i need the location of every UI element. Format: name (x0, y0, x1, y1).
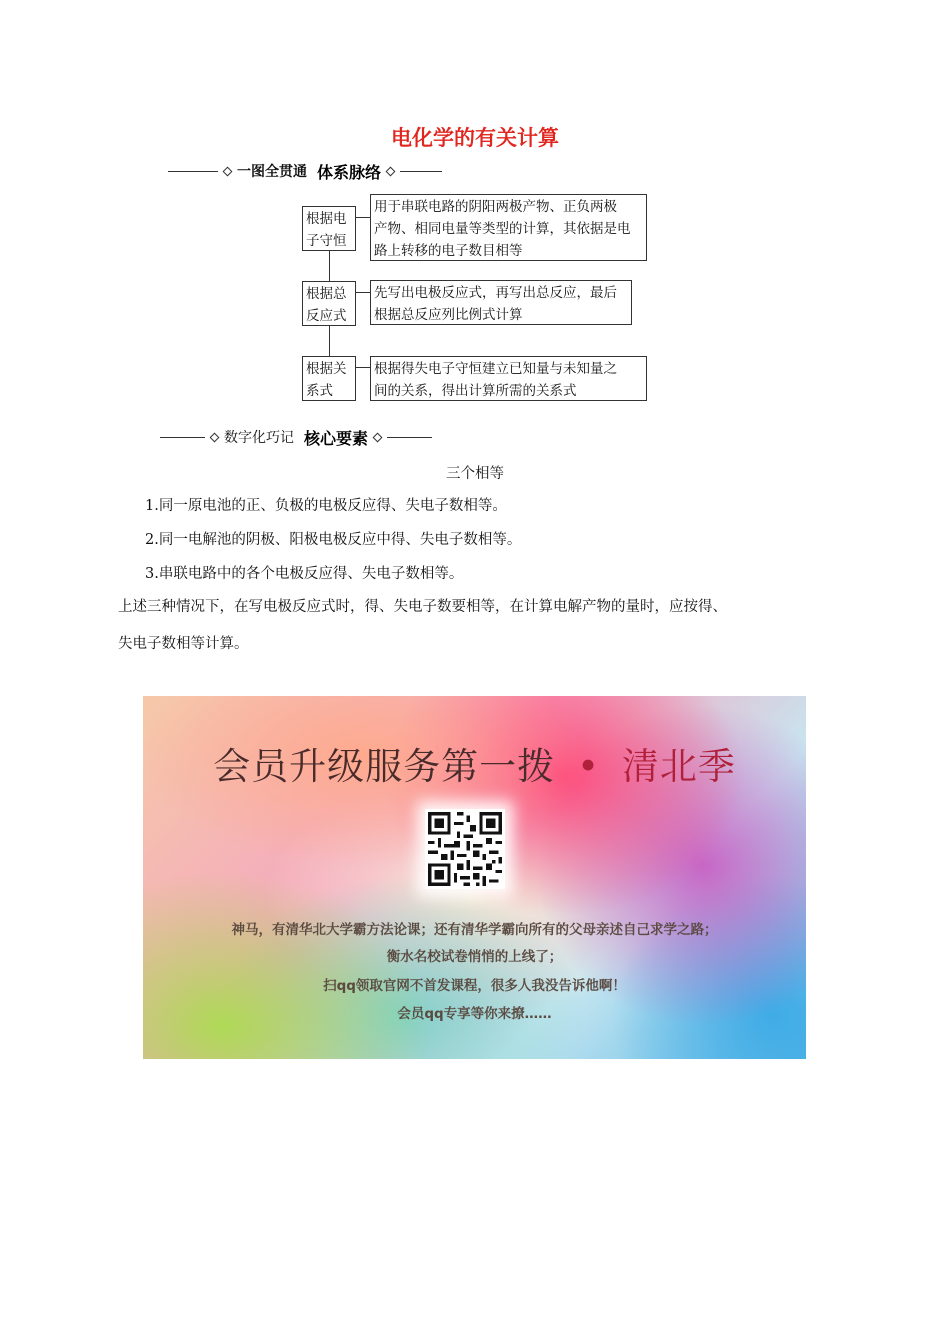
connector-line (356, 292, 370, 293)
section-emphasis: 体系脉络 (317, 162, 382, 182)
qr-code[interactable] (425, 809, 505, 889)
node-head-2 (302, 281, 356, 326)
paragraph: 上述三种情况下，在写电极反应式时，得、失电子数要相等，在计算电解产物的量时，应按得、 (118, 599, 727, 615)
node-desc-text: 根据总反应列比例式计算 (374, 307, 523, 323)
paragraph: 1.同一原电池的正、负极的电极反应得、失电子数相等。 (145, 498, 507, 514)
section-label: 数字化巧记 (224, 430, 294, 446)
node-head-1 (302, 206, 356, 251)
paragraph: 2.同一电解池的阴极、阳极电极反应中得、失电子数相等。 (145, 532, 522, 548)
node-desc-text: 路上转移的电子数目相等 (374, 243, 523, 259)
node-head-text: 根据关 (306, 361, 347, 377)
divider (160, 437, 205, 438)
diamond-icon (373, 432, 383, 442)
node-desc-2 (370, 280, 632, 325)
section-label: 一图全贯通 (237, 164, 307, 180)
node-desc-1 (370, 194, 647, 261)
promo-banner[interactable] (143, 696, 806, 1059)
node-desc-text: 根据得失电子守恒建立已知量与未知量之 (374, 361, 617, 377)
document-title: 电化学的有关计算 (391, 126, 559, 150)
banner-line: 神马，有清华北大学霸方法论课；还有清华学霸向所有的父母亲述自己求学之路； (231, 922, 718, 938)
diamond-icon (223, 166, 233, 176)
divider (387, 437, 432, 438)
banner-brand: 清北季 (621, 745, 736, 788)
section-header-keypoints (160, 426, 432, 448)
paragraph: 失电子数相等计算。 (118, 636, 249, 652)
diamond-icon (210, 432, 220, 442)
section-header-overview (168, 160, 442, 182)
diamond-icon (386, 166, 396, 176)
node-desc-3 (370, 356, 647, 401)
connector-line (356, 367, 370, 368)
section-emphasis: 核心要素 (304, 428, 369, 448)
node-head-3 (302, 356, 356, 401)
node-desc-text: 用于串联电路的阴阳两极产物、正负两极 (374, 199, 617, 215)
node-desc-text: 间的关系，得出计算所需的关系式 (374, 383, 577, 399)
node-head-text: 系式 (306, 383, 333, 399)
node-desc-text: 产物、相同电量等类型的计算，其依据是电 (374, 221, 631, 237)
divider (168, 171, 218, 172)
subheading: 三个相等 (446, 466, 504, 482)
banner-line: 会员qq专享等你来撩…… (397, 1006, 552, 1022)
node-head-text: 反应式 (306, 308, 347, 324)
divider (400, 171, 442, 172)
banner-title-text: 会员升级服务第一拨 (213, 745, 556, 788)
banner-line: 扫qq领取官网不首发课程，很多人我没告诉他啊！ (323, 978, 626, 994)
node-desc-text: 先写出电极反应式，再写出总反应，最后 (374, 285, 617, 301)
node-head-text: 子守恒 (306, 233, 347, 249)
banner-title (143, 736, 806, 790)
paragraph: 3.串联电路中的各个电极反应得、失电子数相等。 (145, 566, 464, 582)
node-head-text: 根据电 (306, 211, 347, 227)
qr-code-icon (425, 809, 505, 889)
connector-line (356, 217, 370, 218)
banner-dot: • (577, 745, 600, 788)
node-head-text: 根据总 (306, 286, 347, 302)
banner-line: 衡水名校试卷悄悄的上线了； (386, 949, 563, 965)
